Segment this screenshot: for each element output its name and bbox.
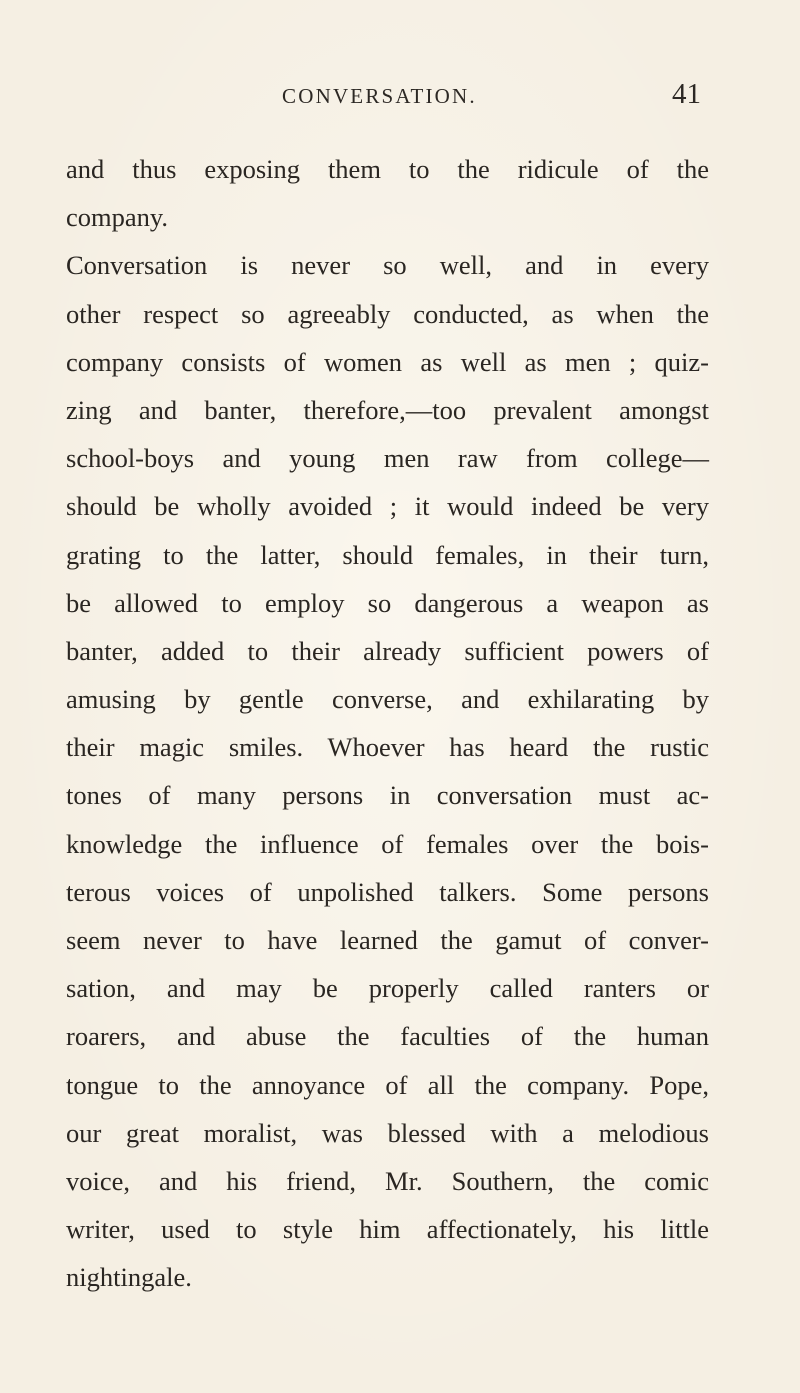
text-line: and thus exposing them to the ridicule of the — [66, 154, 709, 184]
text-line: seem never to have learned the gamut of conver- — [66, 925, 709, 955]
text-line: nightingale. — [66, 1262, 192, 1293]
text-line: their magic smiles. Whoever has heard the rustic — [66, 732, 709, 763]
text-line: roarers, and abuse the faculties of the human — [66, 1021, 709, 1052]
running-head — [0, 78, 800, 118]
text-line: knowledge the influence of females over the bois- — [66, 828, 709, 859]
text-line: tones of many persons in conversation must ac- — [66, 780, 709, 811]
text-line: sation, and may be properly called ranters or — [66, 973, 709, 1004]
text-line: banter, added to their already sufficient powers of — [66, 635, 709, 666]
text-line: school-boys and young men raw from college— — [66, 443, 709, 474]
text-line: should be wholly avoided ; it would indeed be very — [66, 491, 709, 522]
text-line: grating to the latter, should females, in their turn, — [66, 539, 709, 570]
text-line: terous voices of unpolished talkers. Some persons — [66, 876, 709, 907]
running-title: CONVERSATION. — [282, 84, 477, 108]
text-line: zing and banter, therefore,—too prevalent amongst — [66, 394, 709, 425]
text-line: amusing by gentle converse, and exhilarating by — [66, 684, 709, 715]
body-text — [66, 145, 709, 1302]
text-line: company. — [66, 202, 169, 233]
text-line: be allowed to employ so dangerous a weapon as — [66, 587, 709, 618]
text-line: other respect so agreeably conducted, as when the — [66, 298, 709, 329]
text-line: voice, and his friend, Mr. Southern, the comic — [66, 1165, 709, 1196]
text-line: company consists of women as well as men ; quiz- — [66, 346, 709, 377]
page-number: 41 — [672, 78, 701, 110]
text-line: tongue to the annoyance of all the company. Pope, — [66, 1069, 709, 1100]
text-line: our great moralist, was blessed with a melodious — [66, 1117, 709, 1148]
paragraph-first-line: Conversation is never so well, and in every — [66, 250, 709, 281]
text-line: writer, used to style him affectionately, his little — [66, 1214, 709, 1245]
